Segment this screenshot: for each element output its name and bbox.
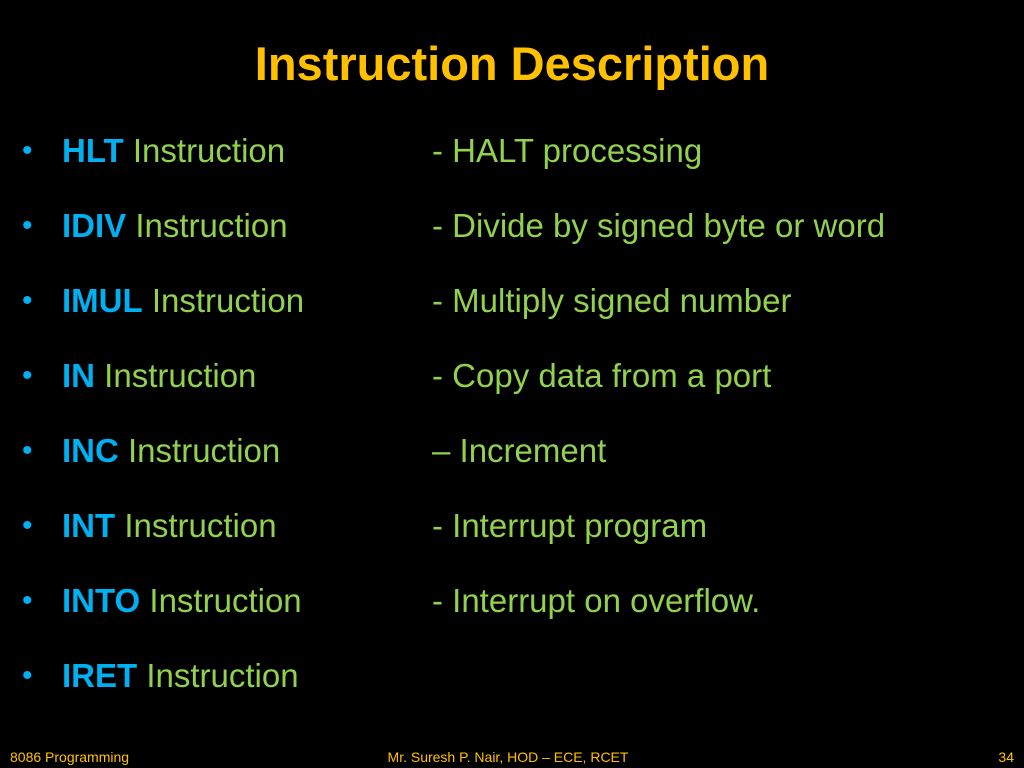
list-item xyxy=(0,351,1024,426)
instruction-description: - Copy data from a port xyxy=(432,357,772,394)
list-item xyxy=(0,201,1024,276)
list-item xyxy=(0,651,1024,726)
instruction-word: Instruction xyxy=(146,657,299,694)
instruction-description: – Increment xyxy=(432,432,607,469)
bullet-icon: • xyxy=(22,434,33,467)
instruction-word: Instruction xyxy=(151,282,305,319)
bullet-icon: • xyxy=(22,359,33,392)
instruction-word: Instruction xyxy=(124,507,277,544)
list-item xyxy=(0,276,1024,351)
instruction-list xyxy=(0,126,1024,726)
instruction-name xyxy=(62,426,280,476)
list-item xyxy=(0,501,1024,576)
instruction-mnemonic: HLT xyxy=(62,132,124,169)
instruction-mnemonic: INTO xyxy=(62,582,141,619)
slide-title: Instruction Description xyxy=(254,37,770,90)
instruction-word: Instruction xyxy=(135,207,288,244)
instruction-name xyxy=(62,276,304,326)
instruction-name xyxy=(62,351,256,401)
instruction-description: - Multiply signed number xyxy=(432,282,792,319)
list-item xyxy=(0,576,1024,651)
instruction-word: Instruction xyxy=(104,357,257,394)
bullet-icon: • xyxy=(22,509,33,542)
bullet-icon: • xyxy=(22,284,33,317)
instruction-word: Instruction xyxy=(132,132,286,169)
instruction-mnemonic: IMUL xyxy=(62,282,143,319)
instruction-mnemonic: IDIV xyxy=(62,207,127,244)
instruction-word: Instruction xyxy=(128,432,281,469)
instruction-word: Instruction xyxy=(149,582,302,619)
instruction-name xyxy=(62,651,299,701)
bullet-icon: • xyxy=(22,134,33,167)
instruction-mnemonic: INC xyxy=(62,432,119,469)
instruction-name xyxy=(62,576,302,626)
instruction-description: - Interrupt program xyxy=(432,507,708,544)
footer-course: 8086 Programming xyxy=(10,749,130,765)
instruction-description: - Divide by signed byte or word xyxy=(432,207,886,244)
bullet-icon: • xyxy=(22,209,33,242)
instruction-description: - HALT processing xyxy=(432,132,703,169)
list-item xyxy=(0,126,1024,201)
instruction-mnemonic: IN xyxy=(62,357,95,394)
list-item xyxy=(0,426,1024,501)
instruction-name xyxy=(62,201,288,251)
instruction-description: - Interrupt on overflow. xyxy=(432,582,761,619)
bullet-icon: • xyxy=(22,659,33,692)
instruction-name xyxy=(62,126,285,176)
bullet-icon: • xyxy=(22,584,33,617)
instruction-mnemonic: INT xyxy=(62,507,116,544)
instruction-mnemonic: IRET xyxy=(62,657,138,694)
footer-page-number: 34 xyxy=(998,749,1014,765)
footer-author: Mr. Suresh P. Nair, HOD – ECE, RCET xyxy=(387,749,629,765)
instruction-name xyxy=(62,501,277,551)
